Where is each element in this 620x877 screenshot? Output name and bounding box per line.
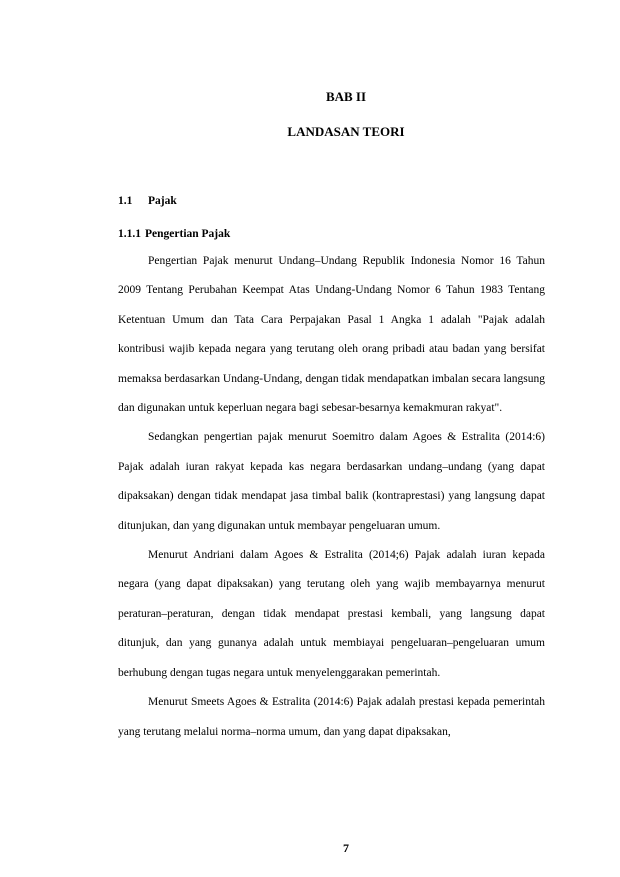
subsection-number: 1.1.1 (118, 228, 141, 240)
subsection-title: Pengertian Pajak (145, 228, 231, 240)
chapter-title: LANDASAN TEORI (287, 124, 405, 139)
body-text (118, 247, 545, 747)
page-number: 7 (343, 841, 349, 855)
subsection-heading (118, 228, 230, 240)
section-title: Pajak (148, 195, 177, 207)
paragraph: Sedangkan pengertian pajak menurut Soemitro dalam Agoes & Estralita (2014:6) Pajak adalah iuran rakyat kepada kas negara berdasarkan undang–undang (yang dapat dipaksakan) dengan tidak mendapat jasa timbal balik (kontraprestasi) yang langsung dapat ditunjukan, dan yang digunakan untuk membayar pengeluaran umum. (118, 431, 545, 532)
section-heading (118, 195, 177, 207)
paragraph: Menurut Smeets Agoes & Estralita (2014:6) Pajak adalah prestasi kepada pemerintah yang terutang melalui norma–norma umum, dan yang dapat dipaksakan, (118, 696, 545, 738)
paragraph: Pengertian Pajak menurut Undang–Undang Republik Indonesia Nomor 16 Tahun 2009 Tentang Perubahan Keempat Atas Undang-Undang Nomor 6 Tahun 1983 Tentang Ketentuan Umum dan Tata Cara Perpajakan Pasal 1 Angka 1 adalah "Pajak adalah kontribusi wajib kepada negara yang terutang oleh orang pribadi atau badan yang bersifat memaksa berdasarkan Undang-Undang, dengan tidak mendapatkan imbalan secara langsung dan digunakan untuk keperluan negara bagi sebesar-besarnya kemakmuran rakyat". (118, 255, 545, 415)
chapter-number: BAB II (325, 89, 367, 104)
section-number: 1.1 (118, 195, 133, 207)
paragraph: Menurut Andriani dalam Agoes & Estralita (2014;6) Pajak adalah iuran kepada negara (yang dapat dipaksakan) yang terutang oleh yang wajib membayarnya menurut peraturan–peraturan, dengan tidak mendapat prestasi kembali, yang langsung dapat ditunjuk, dan yang gunanya adalah untuk membiayai pengeluaran–pengeluaran umum berhubung dengan tugas negara untuk menyelenggarakan pemerintah. (118, 549, 545, 679)
